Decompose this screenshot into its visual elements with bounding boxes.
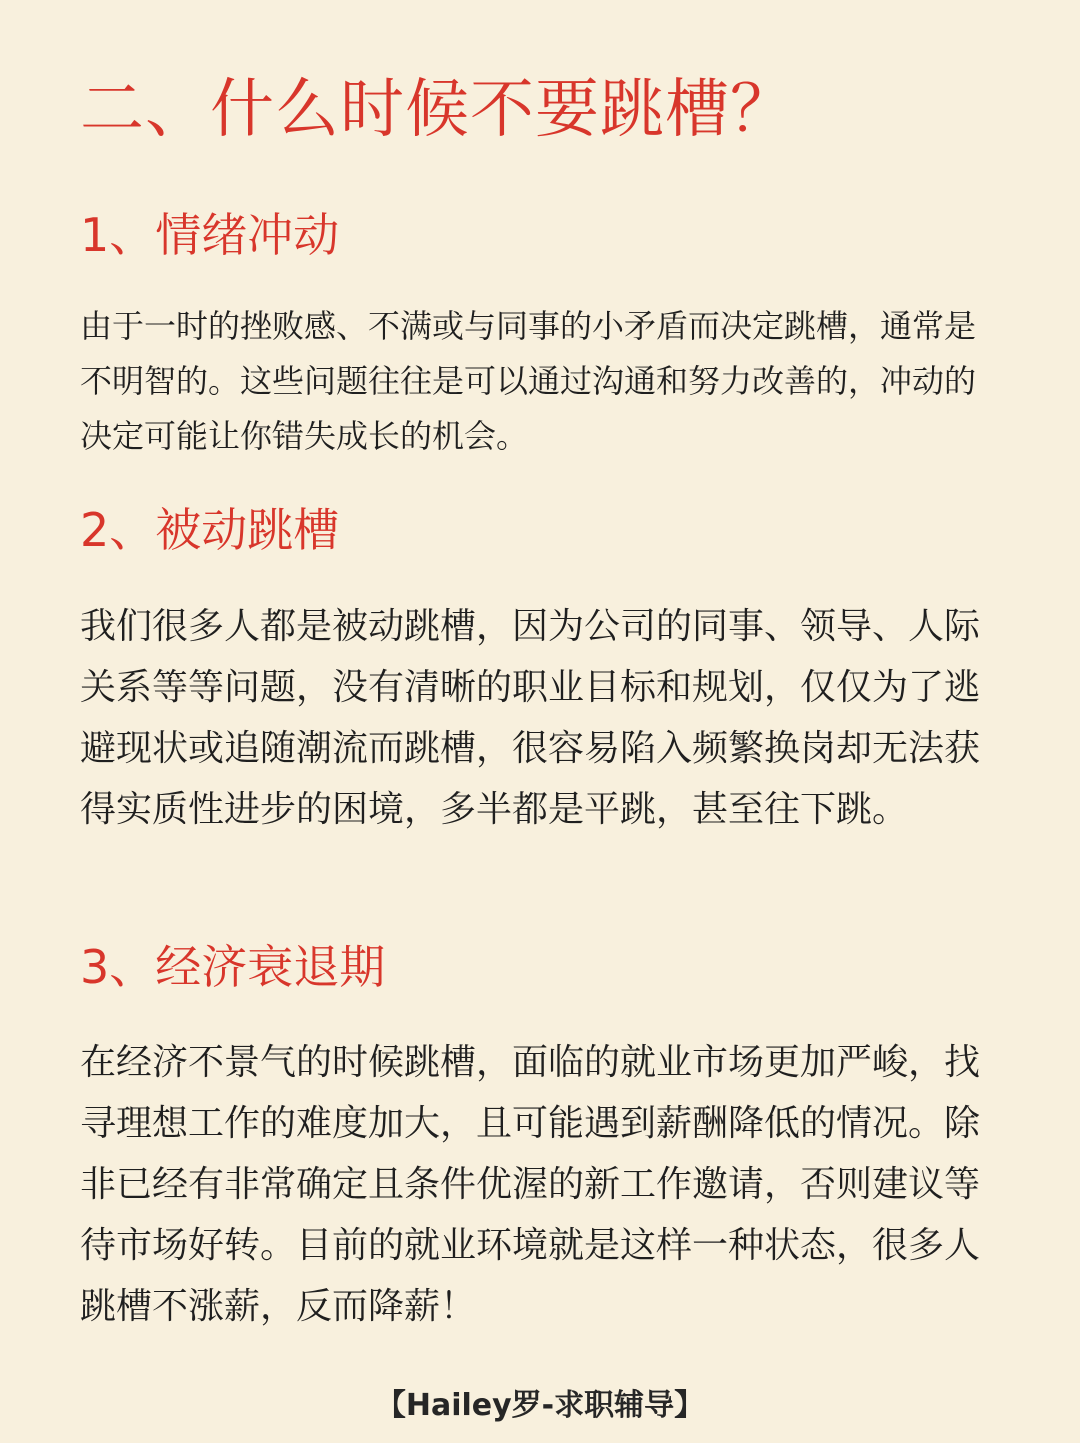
author-footer: 【Hailey罗-求职辅导】 [375, 1388, 705, 1423]
section-heading-economic-recession: 3、经济衰退期 [80, 940, 386, 994]
page-title: 二、什么时候不要跳槽？ [80, 73, 795, 147]
section-heading-passive-job-hopping: 2、被动跳槽 [80, 503, 340, 557]
section-body-economic-recession: 在经济不景气的时候跳槽，面临的就业市场更加严峻，找寻理想工作的难度加大，且可能遇到薪酬降低的情况。除非已经有非常确定且条件优渥的新工作邀请，否则建议等待市场好转。目前的就业环境就是这样一种状态，很多人跳槽不涨薪，反而降薪！ [80, 1042, 981, 1327]
section-body-passive-job-hopping: 我们很多人都是被动跳槽，因为公司的同事、领导、人际关系等等问题，没有清晰的职业目标和规划，仅仅为了逃避现状或追随潮流而跳槽，很容易陷入频繁换岗却无法获得实质性进步的困境，多半都是平跳，甚至往下跳。 [80, 606, 981, 830]
section-body-emotional-impulse: 由于一时的挫败感、不满或与同事的小矛盾而决定跳槽，通常是不明智的。这些问题往往是可以通过沟通和努力改善的，冲动的决定可能让你错失成长的机会。 [80, 307, 977, 455]
section-heading-emotional-impulse: 1、情绪冲动 [80, 208, 340, 262]
